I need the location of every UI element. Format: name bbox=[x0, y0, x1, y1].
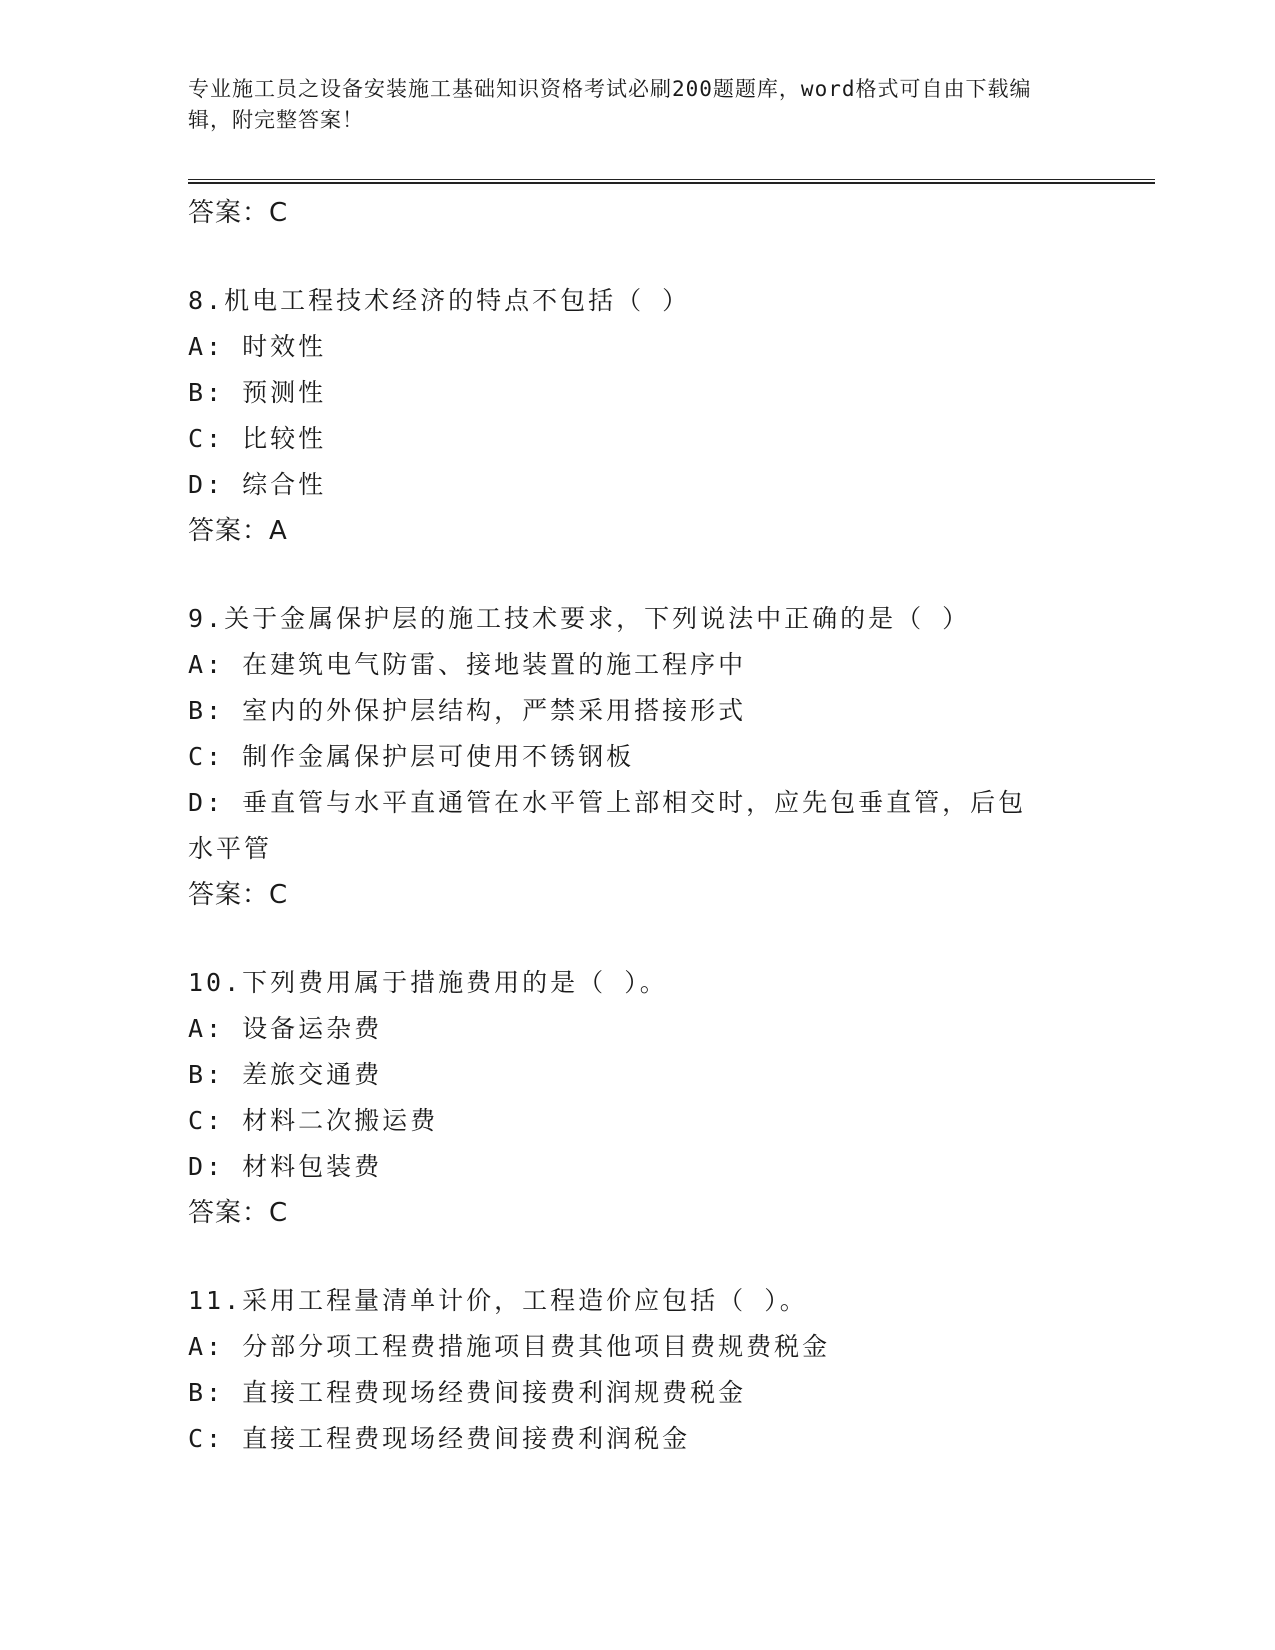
answer-line: 答案：C bbox=[188, 1198, 289, 1228]
answer-line: 答案：C bbox=[188, 880, 289, 910]
question-block bbox=[188, 960, 1088, 1236]
question-stem: 10.下列费用属于措施费用的是（ ）。 bbox=[188, 968, 668, 997]
option-c: C: 比较性 bbox=[188, 424, 327, 453]
option-c: C: 制作金属保护层可使用不锈钢板 bbox=[188, 742, 635, 771]
question-block bbox=[188, 596, 1088, 918]
question-list bbox=[188, 190, 1088, 1462]
option-a: A: 分部分项工程费措施项目费其他项目费规费税金 bbox=[188, 1332, 831, 1361]
question-block bbox=[188, 278, 1088, 554]
option-a: A: 在建筑电气防雷、接地装置的施工程序中 bbox=[188, 650, 747, 679]
option-c: C: 材料二次搬运费 bbox=[188, 1106, 439, 1135]
option-b: B: 差旅交通费 bbox=[188, 1060, 383, 1089]
option-a: A: 时效性 bbox=[188, 332, 327, 361]
option-d: D: 综合性 bbox=[188, 470, 327, 499]
option-d: D: 材料包装费 bbox=[188, 1152, 383, 1181]
answer-line: 答案：C bbox=[188, 198, 289, 228]
option-c: C: 直接工程费现场经费间接费利润税金 bbox=[188, 1424, 691, 1453]
header-divider-thick bbox=[188, 182, 1155, 184]
question-block bbox=[188, 1278, 1088, 1462]
option-a: A: 设备运杂费 bbox=[188, 1014, 383, 1043]
option-b: B: 直接工程费现场经费间接费利润规费税金 bbox=[188, 1378, 747, 1407]
header-divider-thin bbox=[188, 179, 1155, 180]
option-d: D: 垂直管与水平直通管在水平管上部相交时，应先包垂直管，后包水平管 bbox=[188, 788, 1027, 863]
page-header: 专业施工员之设备安装施工基础知识资格考试必刷200题题库，word格式可自由下载编辑，附完整答案！ bbox=[188, 77, 1032, 132]
question-stem: 9.关于金属保护层的施工技术要求，下列说法中正确的是（ ） bbox=[188, 604, 971, 633]
option-b: B: 室内的外保护层结构，严禁采用搭接形式 bbox=[188, 696, 747, 725]
answer-line: 答案：A bbox=[188, 516, 288, 546]
question-stem: 8.机电工程技术经济的特点不包括（ ） bbox=[188, 286, 691, 315]
question-stem: 11.采用工程量清单计价，工程造价应包括（ ）。 bbox=[188, 1286, 808, 1315]
option-b: B: 预测性 bbox=[188, 378, 327, 407]
